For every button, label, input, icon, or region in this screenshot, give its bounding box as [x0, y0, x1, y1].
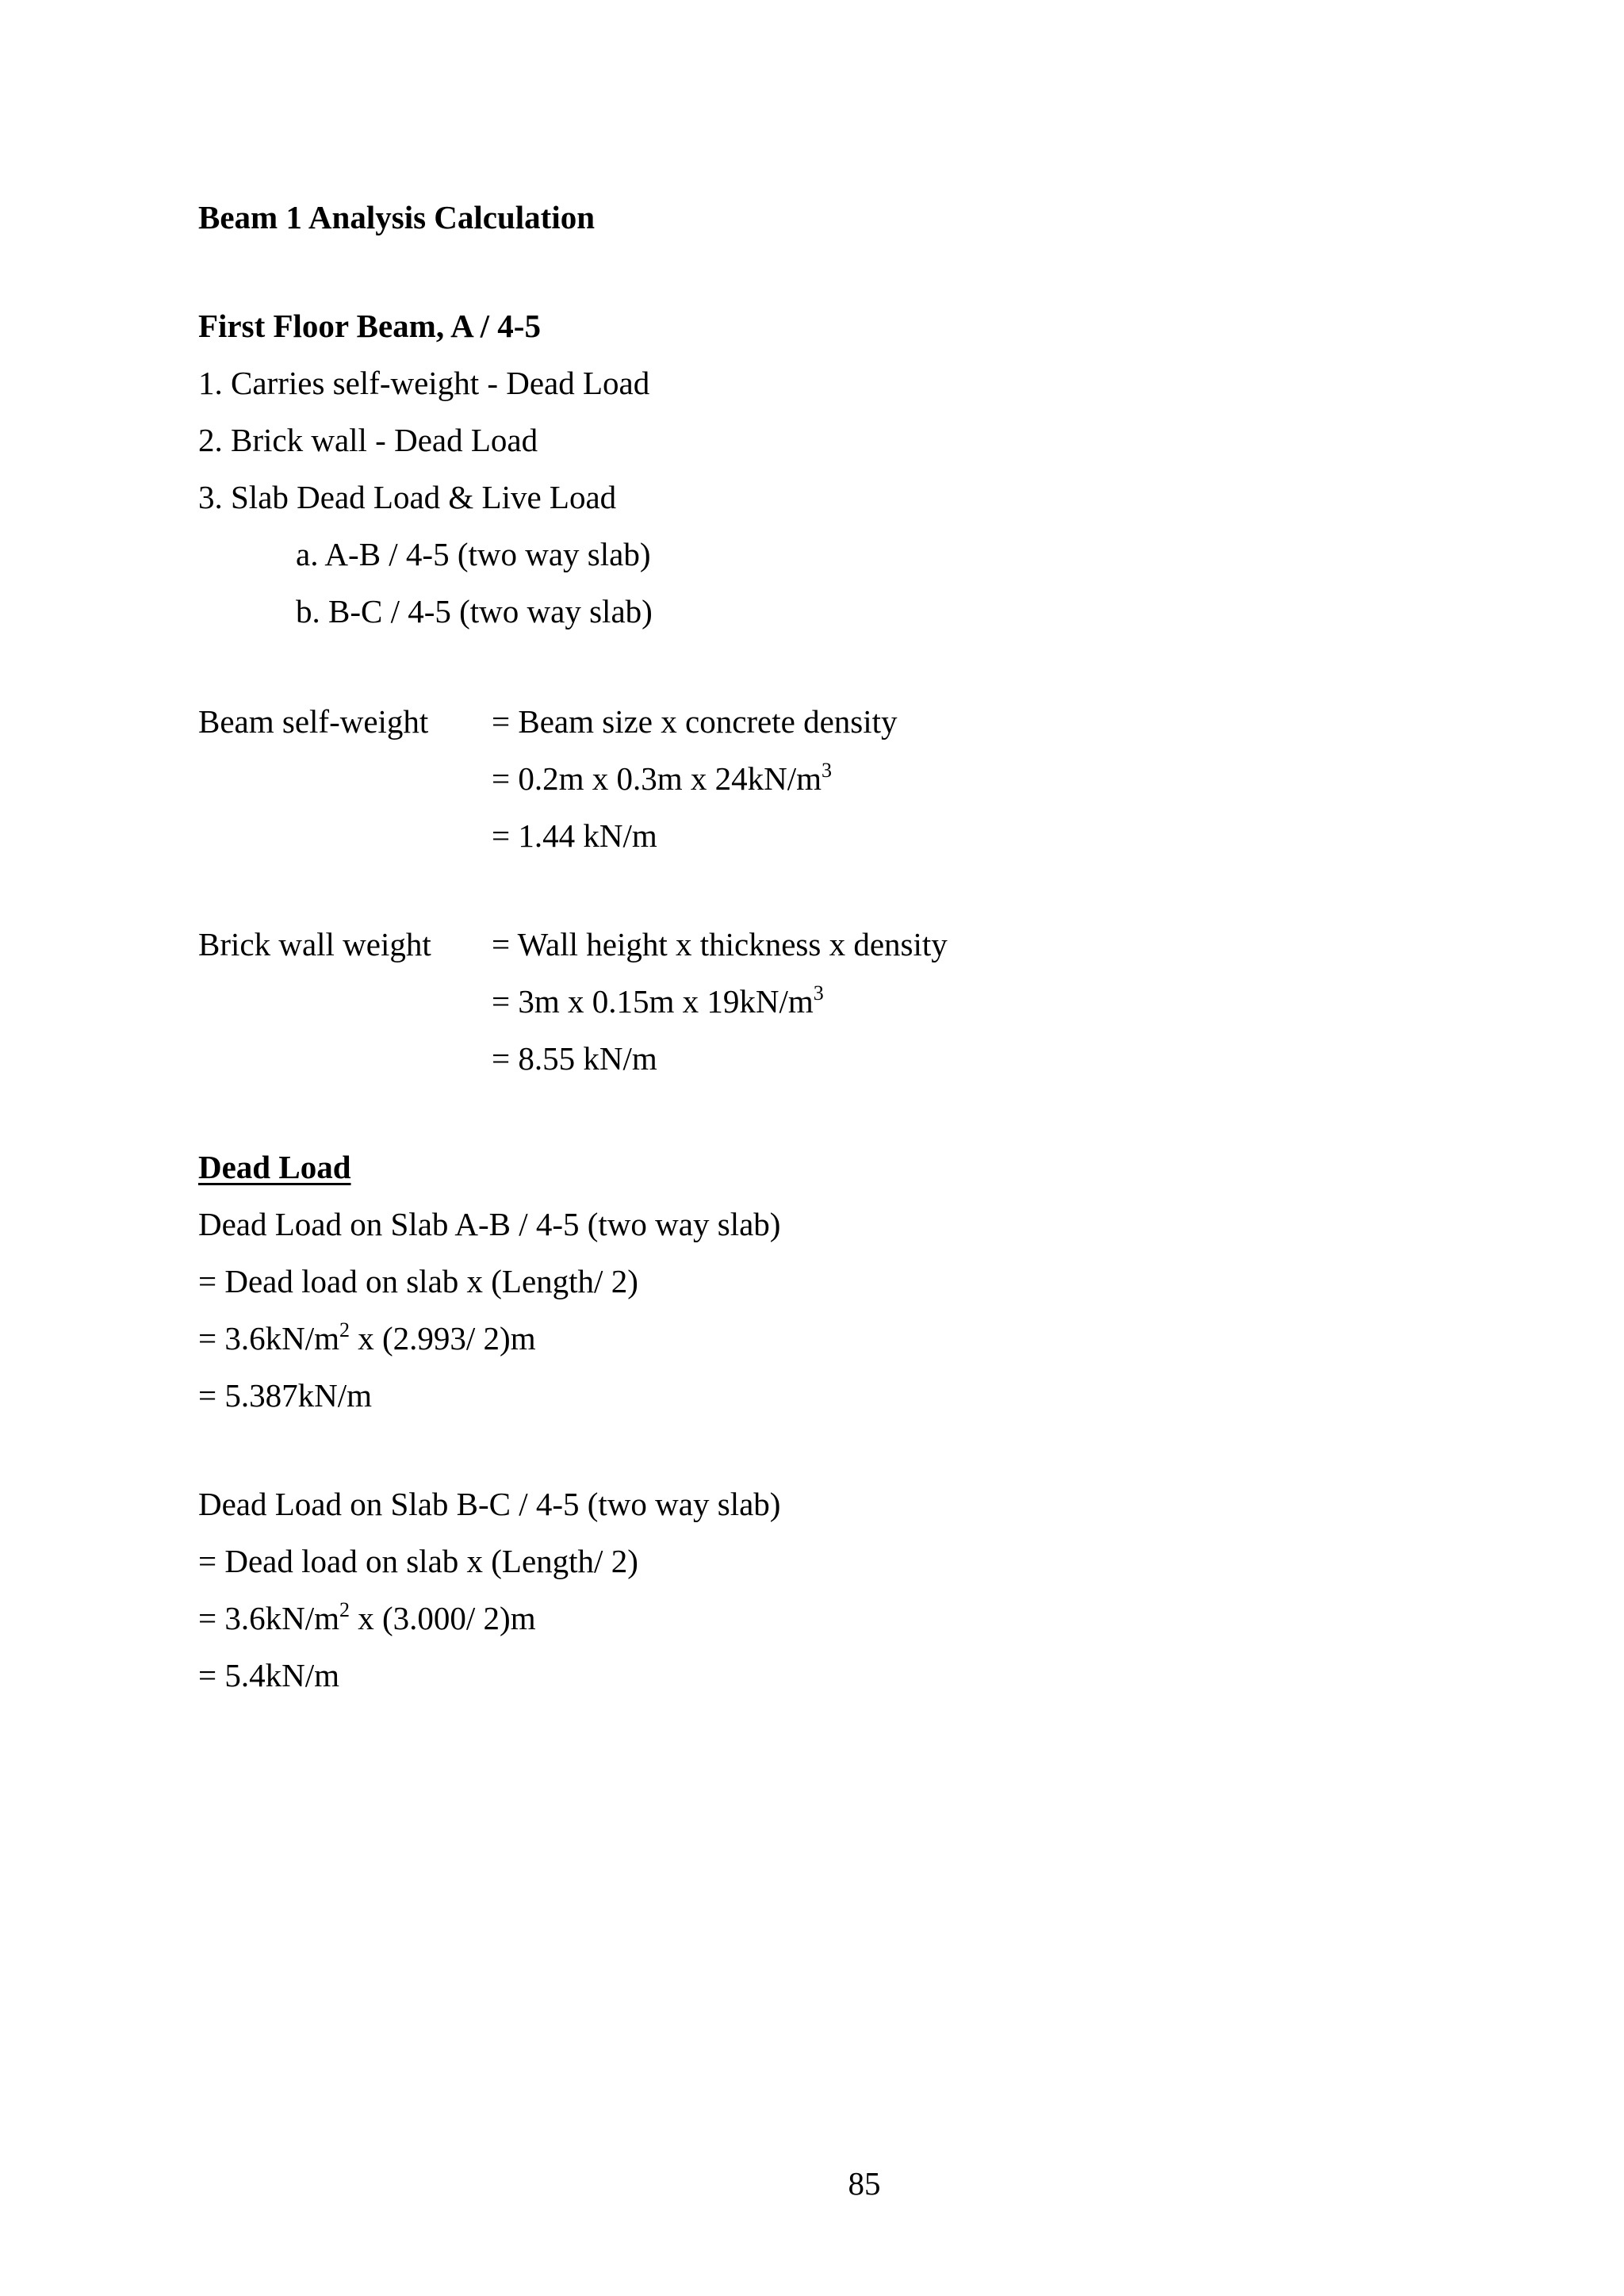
slab-bc-result: = 5.4kN/m: [198, 1657, 340, 1693]
slab-bc-formula: = Dead load on slab x (Length/ 2): [198, 1543, 638, 1579]
page-number: 85: [848, 2165, 881, 2202]
slab-ab-substitution: = $3.6kN/m^2$ x (2.993/ 2)m: [198, 1318, 536, 1357]
brick-wall-weight-substitution: = 3m x 0.15m x $19kN/m^3$: [492, 982, 824, 1020]
load-item-2: 2. Brick wall - Dead Load: [198, 422, 538, 458]
sub-item-a: a. A-B / 4-5 (two way slab): [296, 536, 651, 572]
brick-wall-weight-label: Brick wall weight: [198, 926, 431, 962]
slab-ab-title: Dead Load on Slab A-B / 4-5 (two way slab): [198, 1206, 781, 1242]
slab-ab-formula: = Dead load on slab x (Length/ 2): [198, 1263, 638, 1299]
slab-ab-result: = 5.387kN/m: [198, 1377, 373, 1414]
slab-bc-title: Dead Load on Slab B-C / 4-5 (two way slab): [198, 1486, 781, 1522]
slab-bc-substitution: = $3.6kN/m^2$ x (3.000/ 2)m: [198, 1598, 536, 1636]
load-item-3: 3. Slab Dead Load & Live Load: [198, 479, 617, 515]
section-heading: First Floor Beam, A / 4-5: [198, 308, 541, 344]
beam-self-weight-substitution: = 0.2m x 0.3m x $24kN/m^3$: [492, 759, 833, 797]
beam-self-weight-result: = 1.44 kN/m: [492, 817, 657, 854]
sub-item-b: b. B-C / 4-5 (two way slab): [296, 593, 653, 629]
brick-wall-weight-formula: = Wall height x thickness x density: [492, 926, 948, 962]
beam-self-weight-formula: = Beam size x concrete density: [492, 703, 898, 740]
beam-self-weight-label: Beam self-weight: [198, 703, 429, 740]
page-title: Beam 1 Analysis Calculation: [198, 199, 596, 235]
load-item-1: 1. Carries self-weight - Dead Load: [198, 365, 650, 401]
dead-load-heading: Dead Load: [198, 1149, 351, 1185]
brick-wall-weight-result: = 8.55 kN/m: [492, 1040, 657, 1077]
